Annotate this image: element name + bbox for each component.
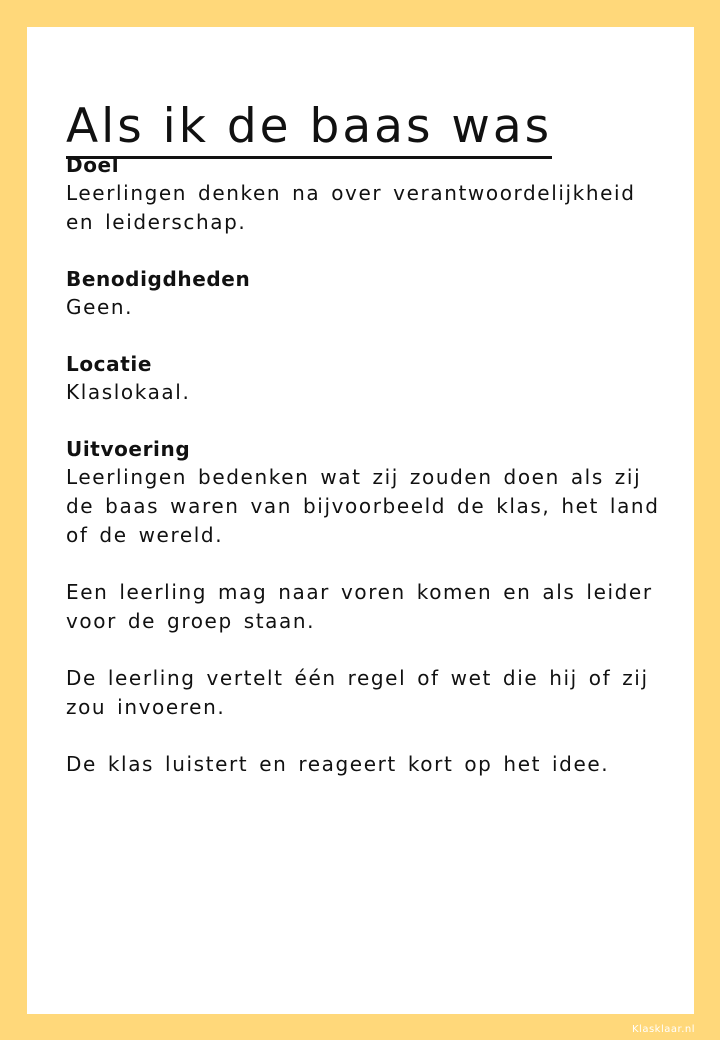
uitvoering-paragraph: Een leerling mag naar voren komen en als leider voor de groep staan. bbox=[66, 580, 653, 633]
section-heading-doel: Doel bbox=[66, 153, 120, 177]
section-heading-benodigdheden: Benodigdheden bbox=[66, 267, 251, 291]
section-locatie bbox=[66, 350, 666, 407]
uitvoering-paragraph: Leerlingen bedenken wat zij zouden doen als zij de baas waren van bijvoorbeeld de klas, het land of de wereld. bbox=[66, 465, 660, 547]
section-text-locatie: Klaslokaal. bbox=[66, 380, 191, 404]
section-text-benodigdheden: Geen. bbox=[66, 295, 134, 319]
section-doel bbox=[66, 151, 666, 237]
page-title: Als ik de baas was bbox=[66, 100, 552, 159]
card-content bbox=[66, 151, 666, 807]
footer-credit: Klasklaar.nl bbox=[632, 1024, 695, 1035]
section-heading-uitvoering: Uitvoering bbox=[66, 437, 191, 461]
section-heading-locatie: Locatie bbox=[66, 352, 153, 376]
section-text-doel: Leerlingen denken na over verantwoordelijkheid en leiderschap. bbox=[66, 181, 636, 234]
uitvoering-paragraph: De klas luistert en reageert kort op het idee. bbox=[66, 752, 610, 776]
section-benodigdheden bbox=[66, 265, 666, 322]
section-uitvoering bbox=[66, 435, 666, 779]
uitvoering-paragraph: De leerling vertelt één regel of wet die hij of zij zou invoeren. bbox=[66, 666, 649, 719]
activity-card bbox=[27, 27, 694, 1014]
